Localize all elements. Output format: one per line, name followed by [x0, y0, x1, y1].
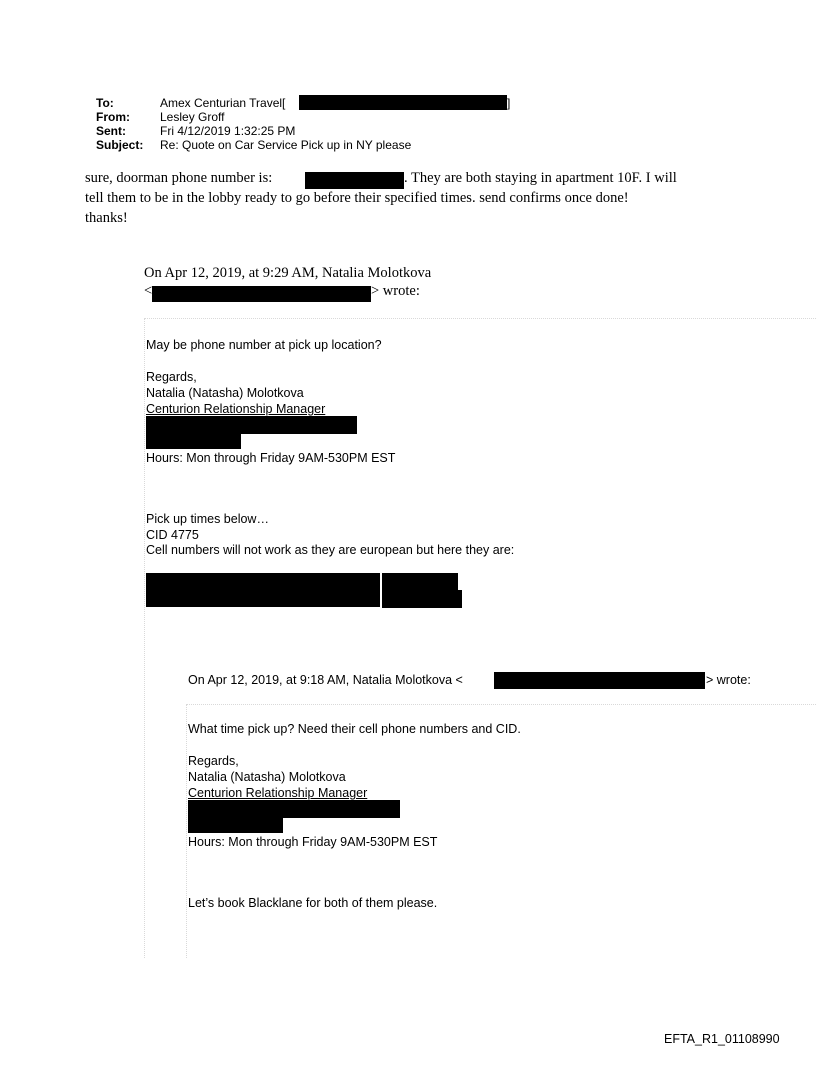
quote1-pickup: Pick up times below…: [146, 512, 269, 526]
quote1-hours: Hours: Mon through Friday 9AM-530PM EST: [146, 451, 396, 465]
redaction-block: [152, 286, 371, 302]
to-close-bracket: ]: [507, 96, 511, 110]
quote2-regards: Regards,: [188, 754, 239, 768]
body-line-3: thanks!: [85, 210, 128, 226]
quote1-question: May be phone number at pick up location?: [146, 338, 382, 352]
to-value: Amex Centurian Travel[: [160, 96, 286, 110]
redaction-block: [382, 590, 462, 608]
quote2-hours: Hours: Mon through Friday 9AM-530PM EST: [188, 835, 438, 849]
quote1-left-border: [144, 318, 145, 958]
sent-value: Fri 4/12/2019 1:32:25 PM: [160, 124, 296, 138]
quote1-cid: CID 4775: [146, 528, 199, 542]
redaction-block: [188, 817, 283, 833]
quote1-regards: Regards,: [146, 370, 197, 384]
quote2-signature-name: Natalia (Natasha) Molotkova: [188, 770, 346, 784]
redaction-block: [188, 800, 400, 818]
body-line-1b: . They are both staying in apartment 10F. I will: [404, 170, 677, 186]
quote1-attribution-line1: On Apr 12, 2019, at 9:29 AM, Natalia Molotkova: [144, 265, 432, 281]
quote2-left-border: [186, 704, 187, 958]
quote1-attribution-lt: <: [144, 283, 153, 299]
quote2-attribution-end: > wrote:: [706, 673, 751, 687]
quote2-attribution: On Apr 12, 2019, at 9:18 AM, Natalia Molotkova <: [188, 673, 463, 687]
quote2-signature-title: Centurion Relationship Manager: [188, 786, 368, 800]
redaction-block: [299, 95, 507, 110]
redaction-block: [146, 433, 241, 449]
redaction-block: [146, 416, 357, 434]
redaction-block: [494, 672, 705, 689]
redaction-block: [305, 172, 404, 189]
from-value: Lesley Groff: [160, 110, 225, 124]
quote2-request: Let’s book Blacklane for both of them please.: [188, 896, 438, 910]
quote1-attribution-line2-end: > wrote:: [371, 283, 420, 299]
redaction-block: [146, 573, 380, 607]
subject-value: Re: Quote on Car Service Pick up in NY please: [160, 138, 412, 152]
quote1-signature-title: Centurion Relationship Manager: [146, 402, 326, 416]
sent-label: Sent:: [96, 124, 126, 138]
body-line-2: tell them to be in the lobby ready to go before their specified times. send confirms once done!: [85, 190, 629, 206]
subject-label: Subject:: [96, 138, 144, 152]
quote2-top-border: [186, 704, 816, 705]
redaction-block: [382, 573, 458, 591]
quote2-question: What time pick up? Need their cell phone numbers and CID.: [188, 722, 521, 736]
document-id: EFTA_R1_01108990: [664, 1032, 780, 1046]
from-label: From:: [96, 110, 130, 124]
quote1-top-border: [144, 318, 816, 319]
quote1-signature-name: Natalia (Natasha) Molotkova: [146, 386, 304, 400]
body-line-1a: sure, doorman phone number is:: [85, 170, 273, 186]
to-label: To:: [96, 96, 114, 110]
quote1-cell-note: Cell numbers will not work as they are european but here they are:: [146, 543, 515, 557]
